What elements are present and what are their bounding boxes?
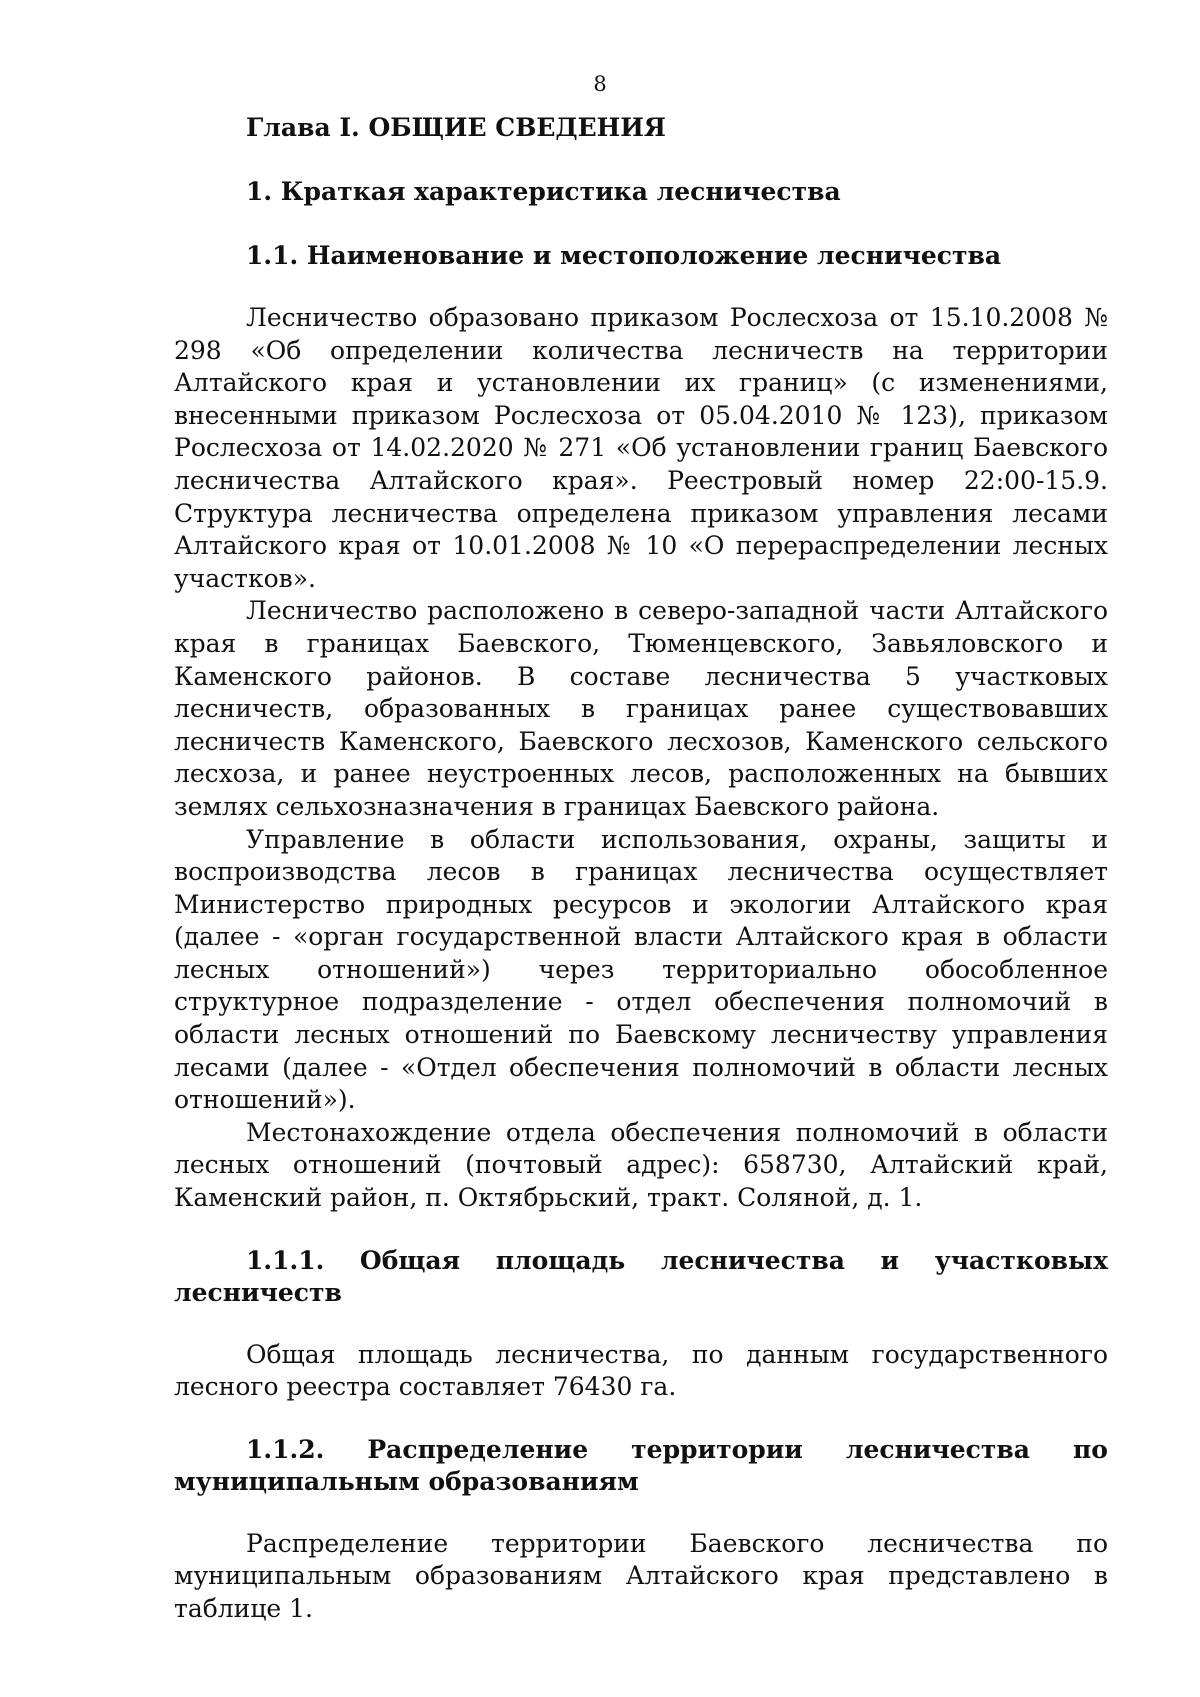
section-title: 1. Краткая характеристика лесничества (246, 177, 841, 206)
page-number: 8 (593, 72, 607, 96)
paragraph-total-area: Общая площадь лесничества, по данным государственного лесного реестра составляет 76430 га. (174, 1339, 1108, 1402)
subsection-1-1-1-title: 1.1.1. Общая площадь лесничества и участковых лесничеств (174, 1245, 1108, 1307)
paragraph-address: Местонахождение отдела обеспечения полномочий в области лесных отношений (почтовый адрес): 658730, Алтайский край, Каменский район, п. Октябрьский, тракт. Соляной, д. 1. (174, 1117, 1108, 1213)
paragraph-management: Управление в области использования, охраны, защиты и воспроизводства лесов в границах лесничества осуществляет Министерство природных ресурсов и экологии Алтайского края (далее - «орган государственной власти Алтайского края в области лесных отношений») через территориально обособленное структурное подразделение - отдел обеспечения полномочий в области лесных отношений по Баевскому лесничеству управления лесами (далее - «Отдел обеспечения полномочий в области лесных отношений»). (174, 824, 1108, 1115)
subsection-1-1-title: 1.1. Наименование и местоположение лесничества (246, 241, 1002, 270)
subsection-1-1-1-body (174, 1339, 1108, 1404)
chapter-title: Глава I. ОБЩИЕ СВЕДЕНИЯ (246, 113, 666, 142)
page-content (174, 112, 1108, 1626)
paragraph-establishment: Лесничество образовано приказом Рослесхоза от 15.10.2008 № 298 «Об определении количества лесничеств на территории Алтайского края и установлении их границ» (с изменениями, внесенными приказом Рослесхоза от 05.04.2010 № 123), приказом Рослесхоза от 14.02.2020 № 271 «Об установлении границ Баевского лесничества Алтайского края». Реестровый номер 22:00-15.9. Структура лесничества определена приказом управления лесами Алтайского края от 10.01.2008 № 10 «О перераспределении лесных участков». (174, 303, 1108, 593)
paragraph-distribution: Распределение территории Баевского лесничества по муниципальным образованиям Алтайского края представлено в таблице 1. (174, 1528, 1108, 1623)
subsection-1-1-2-body (174, 1528, 1108, 1626)
subsection-1-1-2-title: 1.1.2. Распределение территории лесничества по муниципальным образованиям (174, 1434, 1108, 1496)
subsection-1-1-body (174, 302, 1108, 1215)
paragraph-location: Лесничество расположено в северо-западной части Алтайского края в границах Баевского, Тюменцевского, Завьяловского и Каменского районов. В составе лесничества 5 участковых лесничеств, образованных в границах ранее существовавших лесничеств Каменского, Баевского лесхозов, Каменского сельского лесхоза, и ранее неустроенных лесов, расположенных на бывших землях сельхозназначения в границах Баевского района. (174, 596, 1108, 821)
